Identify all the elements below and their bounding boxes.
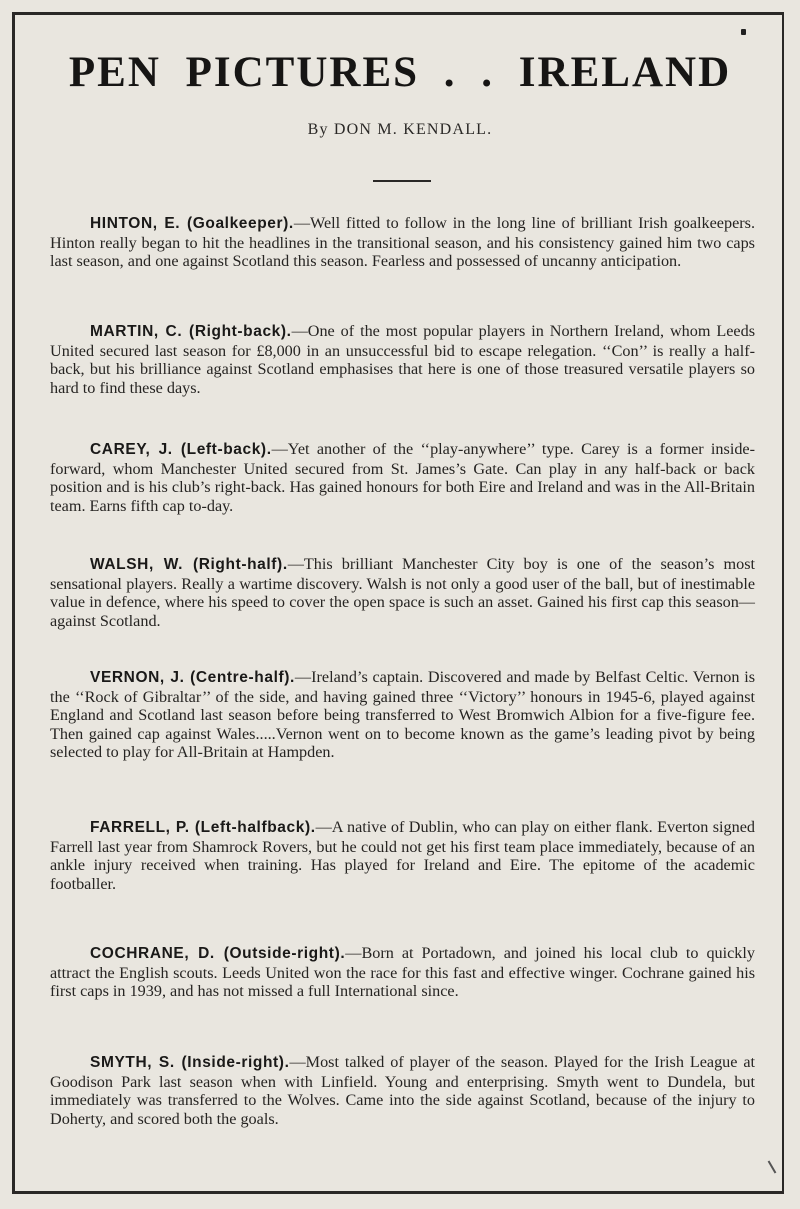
player-description: —One of the most popular players in Northern Ireland, whom Leeds United secured last season for £8,000 in an unsuccessful bid to escape relegation. ‘‘Con’’ is really a half-back, but his brilliance against Scotland emphasises that here is one of those treasured versatile players so hard to find these days. (50, 322, 755, 397)
player-entry-hinton (50, 214, 755, 271)
player-name: HINTON, E. (Goalkeeper). (90, 215, 294, 232)
title-divider (373, 180, 431, 182)
player-entry-cochrane (50, 944, 755, 1001)
player-name: COCHRANE, D. (Outside-right). (90, 945, 346, 962)
player-description: —This brilliant Manchester City boy is one of the season’s most sensational players. Really a wartime discovery. Walsh is not only a good user of the ball, but of inestimable value in defence, where his speed to cover the open space is such an asset. Gained his first cap this season—against Scotland. (50, 555, 755, 630)
player-name: MARTIN, C. (Right-back). (90, 323, 292, 340)
player-entry-smyth (50, 1053, 755, 1128)
player-description: —Most talked of player of the season. Played for the Irish League at Goodison Park last season when with Linfield. Young and enterprising. Smyth went to Dundela, but immediately was transferred to the Wolves. Came into the side against Scotland, because of the injury to Doherty, and scored both the goals. (50, 1053, 755, 1128)
player-name: VERNON, J. (Centre-half). (90, 669, 295, 686)
player-description: —A native of Dublin, who can play on either flank. Everton signed Farrell last year from Shamrock Rovers, but he could not get his first team place immediately, because of an ankle injury received when training. Has played for Ireland and Eire. The epitome of the academic footballer. (50, 818, 755, 893)
player-name: FARRELL, P. (Left-halfback). (90, 819, 316, 836)
player-description: —Well fitted to follow in the long line of brilliant Irish goalkeepers. Hinton really began to hit the headlines in the transitional season, and his consistency gained him two caps last season, and one against Scotland this season. Fearless and possessed of uncanny anticipation. (50, 214, 755, 271)
ink-dot (741, 29, 746, 35)
player-entry-walsh (50, 555, 755, 630)
player-entry-farrell (50, 818, 755, 893)
player-description: —Yet another of the ‘‘play-anywhere’’ type. Carey is a former inside-forward, whom Manchester United secured from St. James’s Gate. Can play in any half-back or back position and is his club’s right-back. Has gained honours for both Eire and Ireland and was in the All-Britain team. Earns fifth cap to-day. (50, 440, 755, 515)
player-entry-vernon (50, 668, 755, 762)
player-name: SMYTH, S. (Inside-right). (90, 1054, 290, 1071)
player-entry-carey (50, 440, 755, 515)
page-title: PEN PICTURES . . IRELAND (68, 49, 732, 96)
player-entry-martin (50, 322, 755, 397)
byline: By DON M. KENDALL. (307, 121, 493, 138)
player-name: CAREY, J. (Left-back). (90, 441, 272, 458)
player-description: —Born at Portadown, and joined his local club to quickly attract the English scouts. Leeds United won the race for this fast and effective winger. Cochrane gained his first caps in 1939, and has not missed a full International since. (50, 944, 755, 1001)
player-name: WALSH, W. (Right-half). (90, 556, 288, 573)
player-description: —Ireland’s captain. Discovered and made by Belfast Celtic. Vernon is the ‘‘Rock of Gibraltar’’ of the side, and having gained three ‘‘Victory’’ honours in 1945-6, played against England and Scotland last season before being transferred to West Bromwich Albion for a five-figure fee. Then gained cap against Wales.....Vernon went on to become known as the game’s leading pivot by being selected to play for All-Britain at Hampden. (50, 668, 755, 762)
